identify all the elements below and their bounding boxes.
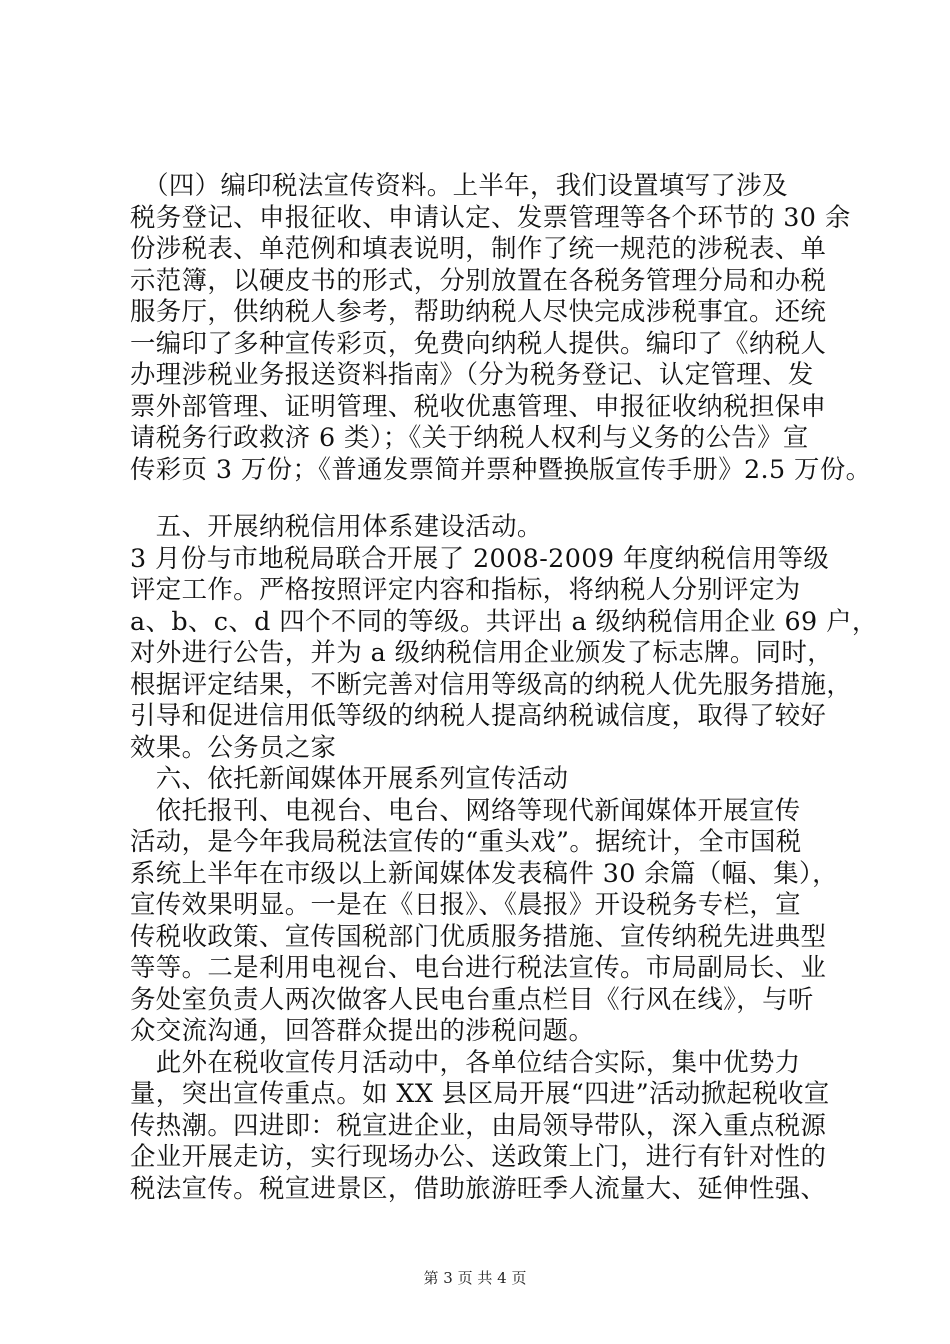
text-line: 等等。二是利用电视台、电台进行税法宣传。市局副局长、业	[130, 952, 827, 982]
text-line: 效果。公务员之家	[130, 731, 337, 762]
text-line: 评定工作。严格按照评定内容和指标，将纳税人分别评定为	[130, 574, 801, 604]
page-number-footer: 第 3 页 共 4 页	[423, 1269, 527, 1287]
text-line: 税法宣传。税宣进景区，借助旅游旺季人流量大、延伸性强、	[130, 1172, 827, 1203]
section-heading: 六、依托新闻媒体开展系列宣传活动	[130, 763, 569, 793]
text-line: 票外部管理、证明管理、税收优惠管理、申报征收纳税担保申	[130, 390, 827, 421]
section-credit-system	[130, 511, 878, 763]
text-line: 传热潮。四进即：税宣进企业，由局领导带队，深入重点税源	[130, 1109, 827, 1140]
section-heading: 五、开展纳税信用体系建设活动。	[130, 511, 543, 541]
text-line: 3 月份与市地税局联合开展了 2008-2009 年度纳税信用等级	[130, 542, 830, 573]
text-line: 引导和促进信用低等级的纳税人提高纳税诚信度，取得了较好	[130, 700, 827, 730]
text-line: 此外在税收宣传月活动中，各单位结合实际，集中优势力	[130, 1046, 801, 1077]
text-line: 服务厅，供纳税人参考，帮助纳税人尽快完成涉税事宜。还统	[130, 296, 827, 326]
text-line: 份涉税表、单范例和填表说明，制作了统一规范的涉税表、单	[130, 233, 827, 263]
text-line: a、b、c、d 四个不同的等级。共评出 a 级纳税信用企业 69 户，	[130, 605, 878, 636]
section-media-publicity	[130, 763, 850, 1204]
text-line: 对外进行公告，并为 a 级纳税信用企业颁发了标志牌。同时，	[130, 637, 834, 667]
text-line: 务处室负责人两次做客人民电台重点栏目《行风在线》，与听	[130, 983, 814, 1014]
text-line: 税务登记、申报征收、申请认定、发票管理等各个环节的 30 余	[130, 201, 851, 232]
text-line: 请税务行政救济 6 类）；《关于纳税人权利与义务的公告》宣	[130, 422, 809, 452]
text-line: 宣传效果明显。一是在《日报》、《晨报》开设税务专栏，宣	[130, 889, 801, 919]
text-line: 根据评定结果，不断完善对信用等级高的纳税人优先服务措施，	[130, 668, 853, 699]
text-line: 企业开展走访，实行现场办公、送政策上门，进行有针对性的	[130, 1141, 827, 1171]
paragraph-gap	[130, 485, 850, 511]
paragraph-compile-materials	[130, 170, 872, 485]
text-line: 活动，是今年我局税法宣传的“重头戏”。据统计，全市国税	[130, 826, 802, 856]
document-body	[130, 170, 878, 1204]
text-line: 量，突出宣传重点。如 XX 县区局开展“四进”活动掀起税收宣	[130, 1078, 830, 1108]
text-line: 办理涉税业务报送资料指南》（分为税务登记、认定管理、发	[130, 359, 814, 389]
text-line: 众交流沟通，回答群众提出的涉税问题。	[130, 1015, 595, 1045]
text-line: 传税收政策、宣传国税部门优质服务措施、宣传纳税先进典型	[130, 920, 827, 951]
text-line: 依托报刊、电视台、电台、网络等现代新闻媒体开展宣传	[130, 794, 801, 825]
text-line: 一编印了多种宣传彩页，免费向纳税人提供。编印了《纳税人	[130, 327, 827, 358]
text-line: 传彩页 3 万份；《普通发票简并票种暨换版宣传手册》2.5 万份。	[130, 453, 872, 484]
text-line: 示范簿，以硬皮书的形式，分别放置在各税务管理分局和办税	[130, 264, 827, 295]
text-line: （四）编印税法宣传资料。上半年，我们设置填写了涉及	[130, 170, 788, 200]
text-line: 系统上半年在市级以上新闻媒体发表稿件 30 余篇（幅、集），	[130, 857, 838, 888]
